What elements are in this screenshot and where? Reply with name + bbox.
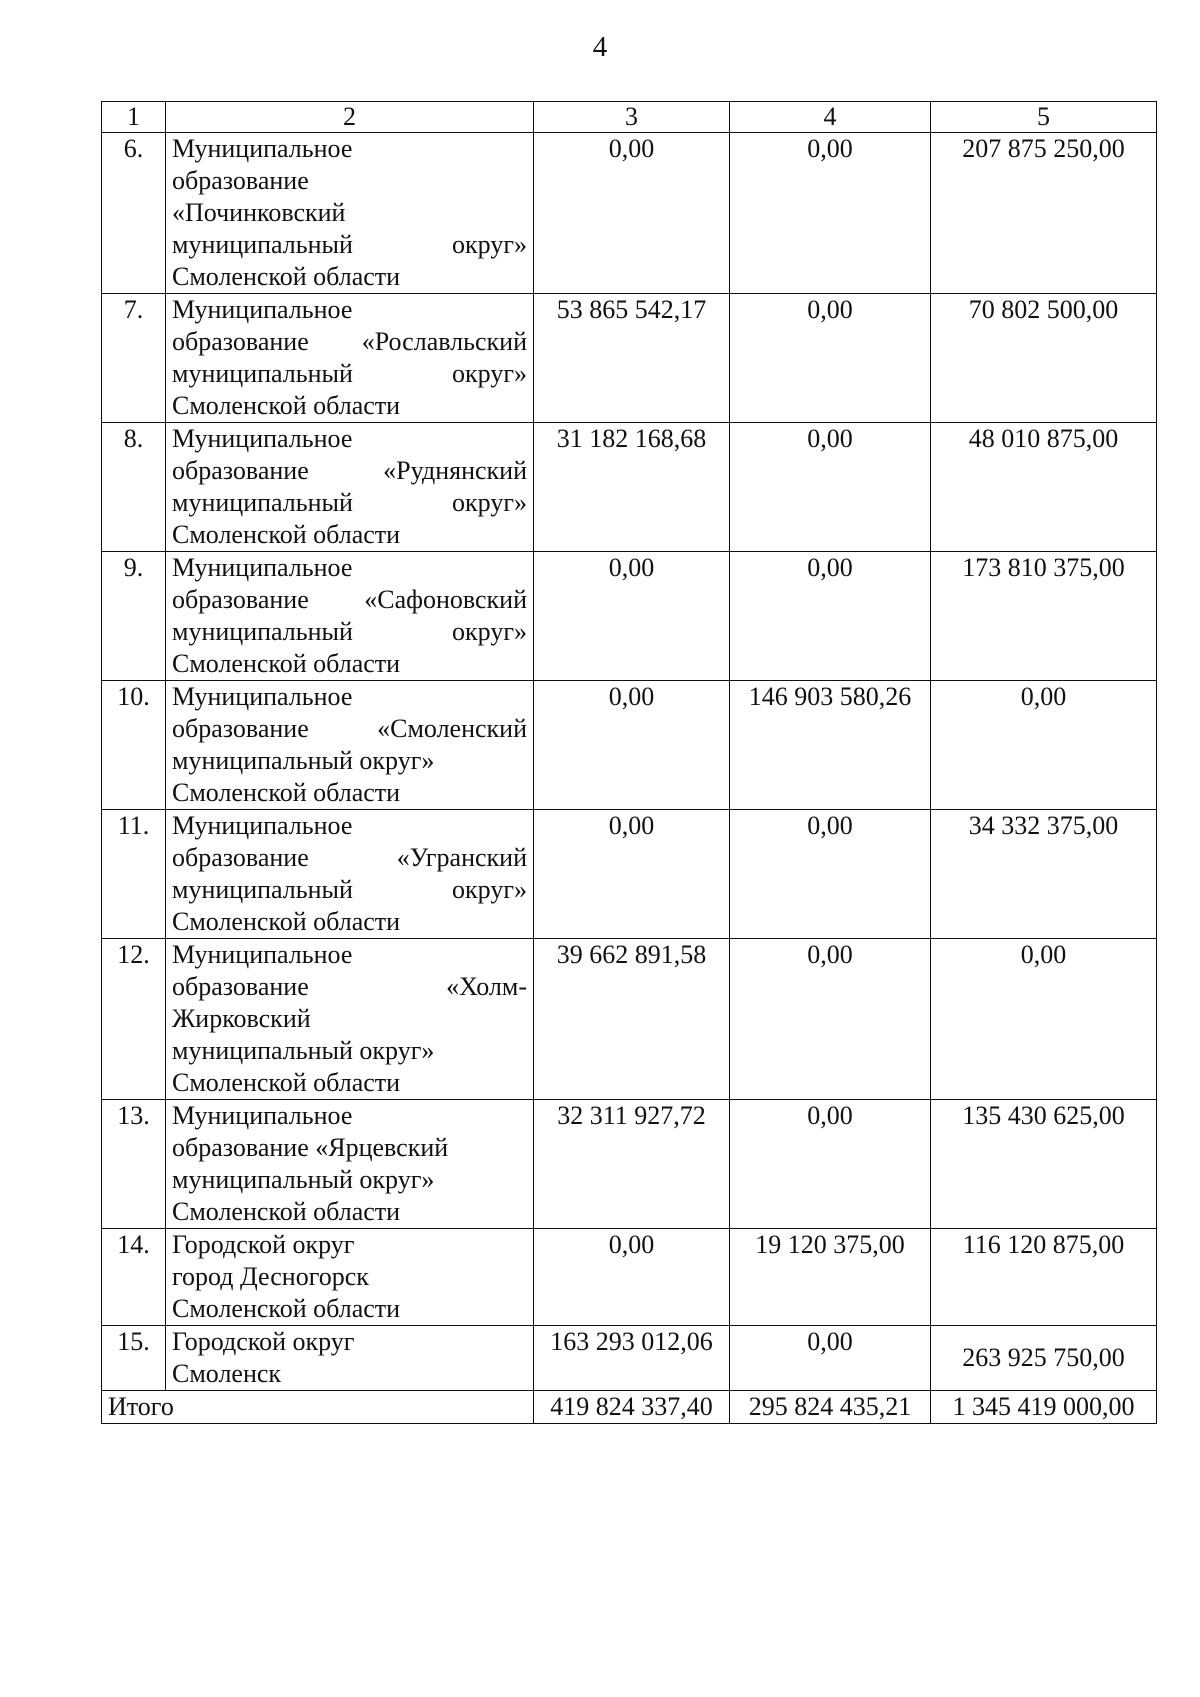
row-number: 15. (102, 1326, 166, 1391)
column-header-5: 5 (931, 102, 1157, 133)
name-line: муниципальный округ» (172, 1165, 435, 1194)
name-line: Муниципальное (172, 295, 353, 324)
total-col4: 295 824 435,21 (730, 1391, 931, 1424)
value-col3: 0,00 (534, 1229, 730, 1326)
value-col3: 163 293 012,06 (534, 1326, 730, 1391)
table-row (102, 423, 1157, 552)
name-line: Смоленской области (172, 520, 401, 549)
column-header-3: 3 (534, 102, 730, 133)
municipality-name (166, 939, 534, 1100)
name-line: образование «Рославльский (172, 327, 527, 356)
name-line: Муниципальное (172, 424, 353, 453)
name-line: Смоленской области (172, 262, 401, 291)
municipality-name (166, 294, 534, 423)
value-col4: 0,00 (730, 423, 931, 552)
value-col5: 0,00 (931, 681, 1157, 810)
value-col3: 0,00 (534, 552, 730, 681)
value-col5: 116 120 875,00 (931, 1229, 1157, 1326)
value-col5: 70 802 500,00 (931, 294, 1157, 423)
column-header-4: 4 (730, 102, 931, 133)
value-col3: 0,00 (534, 133, 730, 294)
value-col5: 48 010 875,00 (931, 423, 1157, 552)
row-number: 12. (102, 939, 166, 1100)
name-line: образование «Руднянский (172, 456, 527, 485)
value-col3: 53 865 542,17 (534, 294, 730, 423)
name-line: образование «Сафоновский (172, 585, 527, 614)
municipality-name (166, 133, 534, 294)
name-line: образование (172, 166, 309, 195)
column-header-2: 2 (166, 102, 534, 133)
name-line: Муниципальное (172, 682, 353, 711)
name-line: Смоленск (172, 1359, 282, 1388)
table-row (102, 939, 1157, 1100)
name-line: Смоленской области (172, 778, 401, 807)
total-row (102, 1391, 1157, 1424)
table-row (102, 810, 1157, 939)
name-line: Смоленской области (172, 907, 401, 936)
name-line: Городской округ (172, 1230, 355, 1259)
name-line: муниципальный округ» (172, 1036, 435, 1065)
table-row (102, 552, 1157, 681)
page-number: 4 (592, 31, 608, 63)
value-col5: 135 430 625,00 (931, 1100, 1157, 1229)
table-row (102, 681, 1157, 810)
row-number: 8. (102, 423, 166, 552)
name-line: муниципальный округ» (172, 617, 527, 646)
name-line: Муниципальное (172, 134, 353, 163)
row-number: 11. (102, 810, 166, 939)
table-row (102, 133, 1157, 294)
value-col5: 173 810 375,00 (931, 552, 1157, 681)
value-col4: 0,00 (730, 939, 931, 1100)
value-col3: 31 182 168,68 (534, 423, 730, 552)
name-line: муниципальный округ» (172, 488, 527, 517)
total-col3: 419 824 337,40 (534, 1391, 730, 1424)
municipality-name (166, 810, 534, 939)
value-col4: 0,00 (730, 810, 931, 939)
value-col5: 34 332 375,00 (931, 810, 1157, 939)
name-line: образование «Угранский (172, 843, 527, 872)
allocation-table (101, 101, 1157, 1424)
table-row (102, 1100, 1157, 1229)
value-col4: 0,00 (730, 1326, 931, 1391)
value-col3: 39 662 891,58 (534, 939, 730, 1100)
value-col4: 0,00 (730, 294, 931, 423)
name-line: муниципальный округ» (172, 746, 435, 775)
value-col4: 0,00 (730, 133, 931, 294)
name-line: Городской округ (172, 1327, 355, 1356)
name-line: муниципальный округ» (172, 875, 527, 904)
total-label: Итого (102, 1391, 534, 1424)
name-line: Смоленской области (172, 1197, 401, 1226)
name-line: Муниципальное (172, 553, 353, 582)
name-line: Смоленской области (172, 391, 401, 420)
name-line: Жирковский (172, 1004, 311, 1033)
table-row (102, 1229, 1157, 1326)
municipality-name (166, 681, 534, 810)
value-col4: 146 903 580,26 (730, 681, 931, 810)
name-line: Муниципальное (172, 811, 353, 840)
column-header-1: 1 (102, 102, 166, 133)
name-line: образование «Ярцевский (172, 1133, 449, 1162)
municipality-name (166, 1229, 534, 1326)
municipality-name (166, 423, 534, 552)
value-col3: 0,00 (534, 681, 730, 810)
table-row (102, 294, 1157, 423)
municipality-name (166, 1100, 534, 1229)
row-number: 7. (102, 294, 166, 423)
name-line: Смоленской области (172, 1068, 401, 1097)
value-col4: 0,00 (730, 1100, 931, 1229)
value-col3: 0,00 (534, 810, 730, 939)
column-number-row (102, 102, 1157, 133)
row-number: 6. (102, 133, 166, 294)
value-col4: 19 120 375,00 (730, 1229, 931, 1326)
table-row (102, 1326, 1157, 1391)
municipality-name (166, 1326, 534, 1391)
value-col3: 32 311 927,72 (534, 1100, 730, 1229)
value-col5: 0,00 (931, 939, 1157, 1100)
value-col5: 207 875 250,00 (931, 133, 1157, 294)
name-line: Смоленской области (172, 649, 401, 678)
name-line: Муниципальное (172, 1101, 353, 1130)
row-number: 13. (102, 1100, 166, 1229)
total-col5: 1 345 419 000,00 (931, 1391, 1157, 1424)
name-line: муниципальный округ» (172, 359, 527, 388)
value-col4: 0,00 (730, 552, 931, 681)
name-line: город Десногорск (172, 1262, 369, 1291)
name-line: образование «Холм- (172, 972, 527, 1001)
row-number: 9. (102, 552, 166, 681)
name-line: Муниципальное (172, 940, 353, 969)
name-line: Смоленской области (172, 1294, 401, 1323)
row-number: 14. (102, 1229, 166, 1326)
row-number: 10. (102, 681, 166, 810)
name-line: муниципальный округ» (172, 230, 527, 259)
name-line: «Починковский (172, 198, 346, 227)
name-line: образование «Смоленский (172, 714, 527, 743)
value-col5: 263 925 750,00 (931, 1326, 1157, 1391)
municipality-name (166, 552, 534, 681)
